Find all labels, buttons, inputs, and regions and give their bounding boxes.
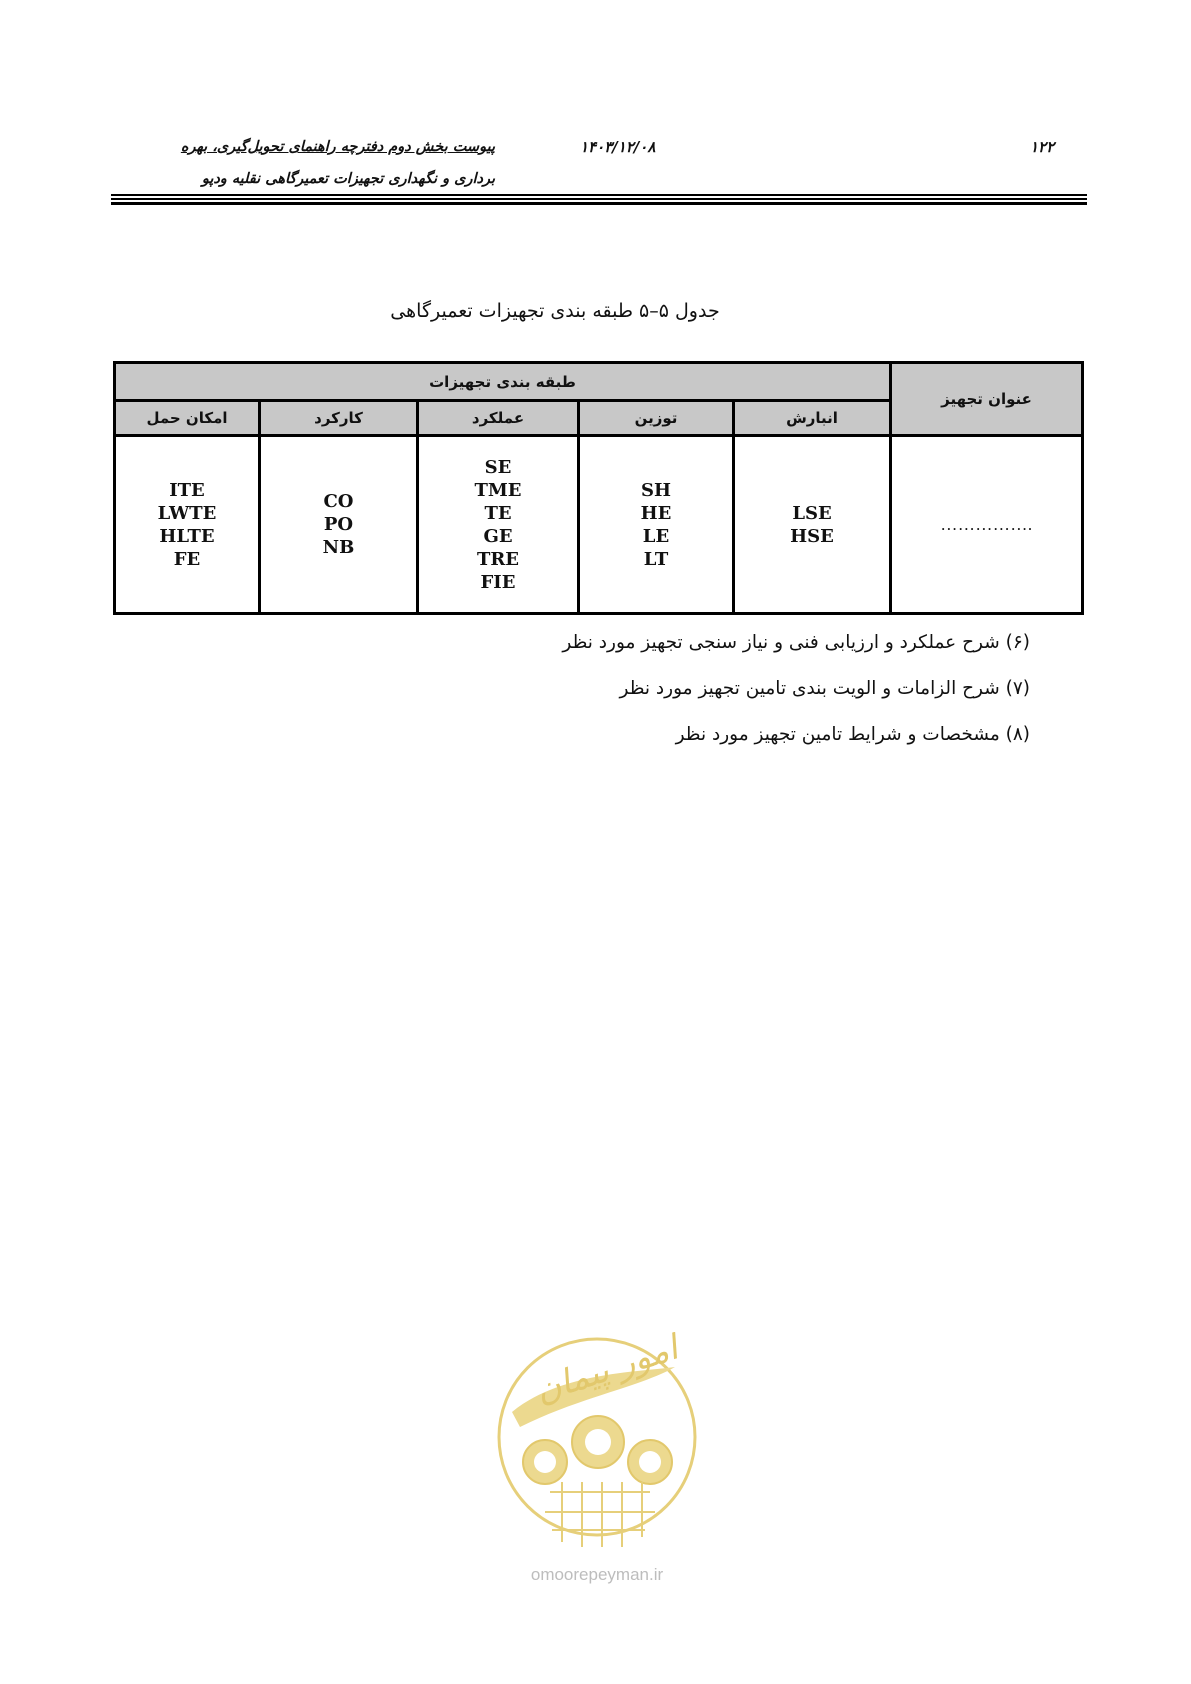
group-header-cell: طبقه بندی تجهیزات	[115, 363, 891, 401]
page-number: ۱۲۲	[1030, 138, 1055, 156]
code-value: LWTE	[157, 502, 217, 524]
code-value: HLTE	[159, 525, 215, 547]
code-value: GE	[483, 525, 513, 547]
code-value: TME	[474, 479, 522, 501]
code-value: CO	[323, 491, 354, 512]
seal-url: omoorepeyman.ir	[530, 1565, 664, 1584]
weighing-cell	[579, 436, 734, 614]
header-date: ۱۴۰۳/۱۲/۰۸	[580, 138, 656, 156]
document-header-title	[115, 131, 495, 195]
title-value-cell	[891, 436, 1083, 614]
column-header-function: عملکرد	[418, 401, 579, 436]
column-header-transport: امکان حمل	[115, 401, 260, 436]
code-value: LSE	[792, 502, 832, 524]
code-value: NB	[322, 537, 355, 558]
column-header-usage: کارکرد	[260, 401, 418, 436]
table-caption: جدول ۵–۵ طبقه بندی تجهیزات تعمیرگاهی	[390, 300, 720, 322]
note-item: (۸) مشخصات و شرایط تامین تجهیز مورد نظر	[675, 724, 1030, 745]
code-value: SE	[484, 456, 512, 478]
code-value: LT	[643, 548, 669, 570]
code-value: ITE	[169, 479, 205, 501]
seal-logo-icon	[490, 1332, 705, 1587]
svg-text:امور پیمان: امور پیمان	[530, 1332, 683, 1412]
code-value: SH	[640, 479, 671, 501]
header-title-line2: برداری و نگهداری تجهیزات تعمیرگاهی نقلیه ودپو	[201, 171, 495, 187]
header-title-line1: پیوست بخش دوم دفترچه راهنمای تحویل‌گیری، بهره	[180, 139, 495, 155]
code-value: PO	[323, 514, 354, 535]
code-value: TE	[484, 502, 512, 524]
storage-cell	[734, 436, 891, 614]
watermark-seal	[490, 1332, 705, 1587]
column-header-storage: انبارش	[734, 401, 891, 436]
code-value: FE	[173, 548, 201, 570]
code-value: HSE	[790, 525, 834, 547]
notes-list	[400, 620, 1030, 758]
note-item: (۶) شرح عملکرد و ارزیابی فنی و نیاز سنجی تجهیز مورد نظر	[562, 632, 1030, 653]
column-header-weighing: توزین	[579, 401, 734, 436]
header-rule	[111, 194, 1087, 205]
equipment-classification-table	[113, 361, 1084, 615]
code-value: HE	[640, 502, 672, 524]
transport-cell	[115, 436, 260, 614]
code-value: TRE	[476, 548, 520, 570]
title-placeholder: …………….	[940, 514, 1033, 534]
code-value: FIE	[480, 571, 516, 593]
title-header-cell: عنوان تجهیز	[891, 363, 1083, 436]
note-item: (۷) شرح الزامات و الویت بندی تامین تجهیز مورد نظر	[619, 678, 1030, 699]
function-cell	[418, 436, 579, 614]
usage-cell	[260, 436, 418, 614]
code-value: LE	[642, 525, 670, 547]
